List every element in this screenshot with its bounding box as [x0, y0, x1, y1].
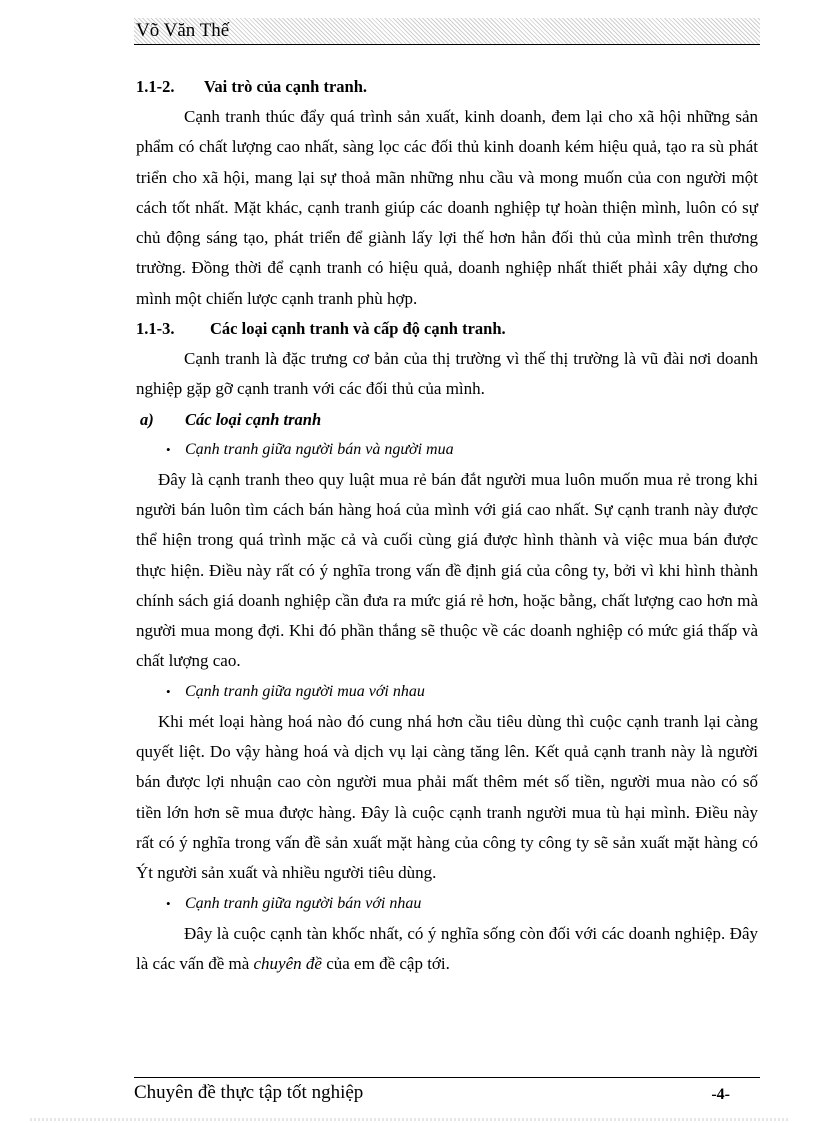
paragraph-role-of-competition: Cạnh tranh thúc đẩy quá trình sản xuất, kinh doanh, đem lại cho xã hội những sản phẩm có chất lượng cao nhất, sàng lọc các đối thủ kinh doanh kém hiệu quả, tạo ra sù phát triển cho xã hội, mang lại sự thoả mãn những nhu cầu và mong muốn của con người một cách tốt nhất. Mặt khác, cạnh tranh giúp các doanh nghiệp tự hoàn thiện mình, luôn có sự chủ động sáng tạo, phát triển để giành lấy lợi thế hơn hẳn đối thủ của mình trên thương trường. Đồng thời để cạnh tranh có hiệu quả, doanh nghiệp nhất thiết phải xây dựng cho mình một chiến lược cạnh tranh phù hợp.	[136, 107, 758, 308]
paragraph-text-end: của em đề cập tới.	[321, 953, 450, 973]
header-author-name: Võ Văn Thế	[136, 20, 230, 41]
bullet-title: Cạnh tranh giữa người mua với nhau	[185, 682, 425, 700]
section-number: 1.1-2.	[136, 77, 175, 96]
section-number: 1.1-3.	[136, 319, 175, 339]
paragraph-competition-types-intro: Cạnh tranh là đặc trưng cơ bản của thị trường vì thế thị trường là vũ đài nơi doanh nghiệp gặp gỡ cạnh tranh với các đối thủ của mình.	[136, 349, 758, 399]
page-footer	[134, 1077, 760, 1108]
bullet-heading-buyers	[136, 677, 758, 707]
bullet-heading-sellers	[136, 889, 758, 919]
paragraph-seller-buyer: Đây là cạnh tranh theo quy luật mua rẻ bán đắt người mua luôn muốn mua rẻ trong khi người bán luôn tìm cách bán hàng hoá của mình với giá cao nhất. Sự cạnh tranh này được thể hiện trong quá trình mặc cả và cuối cùng giá được hình thành và việc mua bán được thực hiện. Điều này rất có ý nghĩa trong vấn đề định giá của công ty, bởi vì khi hình thành chính sách giá doanh nghiệp cần đưa ra mức giá rẻ hơn, hoặc bằng, chất lượng cao hơn mà người mua mong đợi. Khi đó phần thắng sẽ thuộc về các doanh nghiệp có mức giá thấp và chất lượng cao.	[136, 469, 758, 671]
footer-title: Chuyên đề thực tập tốt nghiệp	[134, 1082, 364, 1103]
page-number: -4-	[711, 1086, 730, 1103]
paragraph-buyers: Khi mét loại hàng hoá nào đó cung nhá hơn cầu tiêu dùng thì cuộc cạnh tranh lại càng quyết liệt. Do vậy hàng hoá và dịch vụ lại càng tăng lên. Kết quả cạnh tranh này là người bán được lợi nhuận cao còn người mua phải mất thêm mét số tiền, người mua nào có số tiền lớn hơn sẽ mua được hàng. Đây là cuộc cạnh tranh người mua tù hại mình. Điều này rất có ý nghĩa trong vấn đề sản xuất mặt hàng của công ty công ty sẽ sản xuất mặt hàng có Ýt người sản xuất và nhiều người tiêu dùng.	[136, 711, 758, 883]
section-heading-1-1-2	[136, 72, 758, 102]
section-title: Các loại cạnh tranh và cấp độ cạnh tranh.	[210, 319, 506, 339]
bullet-icon: •	[166, 441, 171, 457]
bullet-title: Cạnh tranh giữa người bán và người mua	[185, 440, 454, 458]
page-header	[134, 18, 760, 45]
subsection-heading-a	[136, 405, 758, 435]
section-heading-1-1-3	[136, 314, 758, 344]
paragraph-sellers	[136, 919, 758, 980]
bottom-divider	[30, 1118, 790, 1121]
section-title: Vai trò của cạnh tranh.	[204, 77, 368, 96]
paragraph-text: Đây là cuộc cạnh tàn khốc nhất, có ý nghĩa sống còn đối với các doanh nghiệp. Đây là các vấn đề mà	[136, 923, 758, 973]
bullet-icon: •	[166, 683, 171, 699]
subsection-label: a)	[140, 409, 154, 429]
bullet-icon: •	[166, 895, 171, 911]
document-body	[136, 72, 758, 979]
bullet-heading-seller-buyer	[136, 435, 758, 465]
subsection-title: Các loại cạnh tranh	[185, 409, 322, 429]
paragraph-emphasis: chuyên đề	[253, 953, 322, 973]
bullet-title: Cạnh tranh giữa người bán với nhau	[185, 894, 422, 912]
